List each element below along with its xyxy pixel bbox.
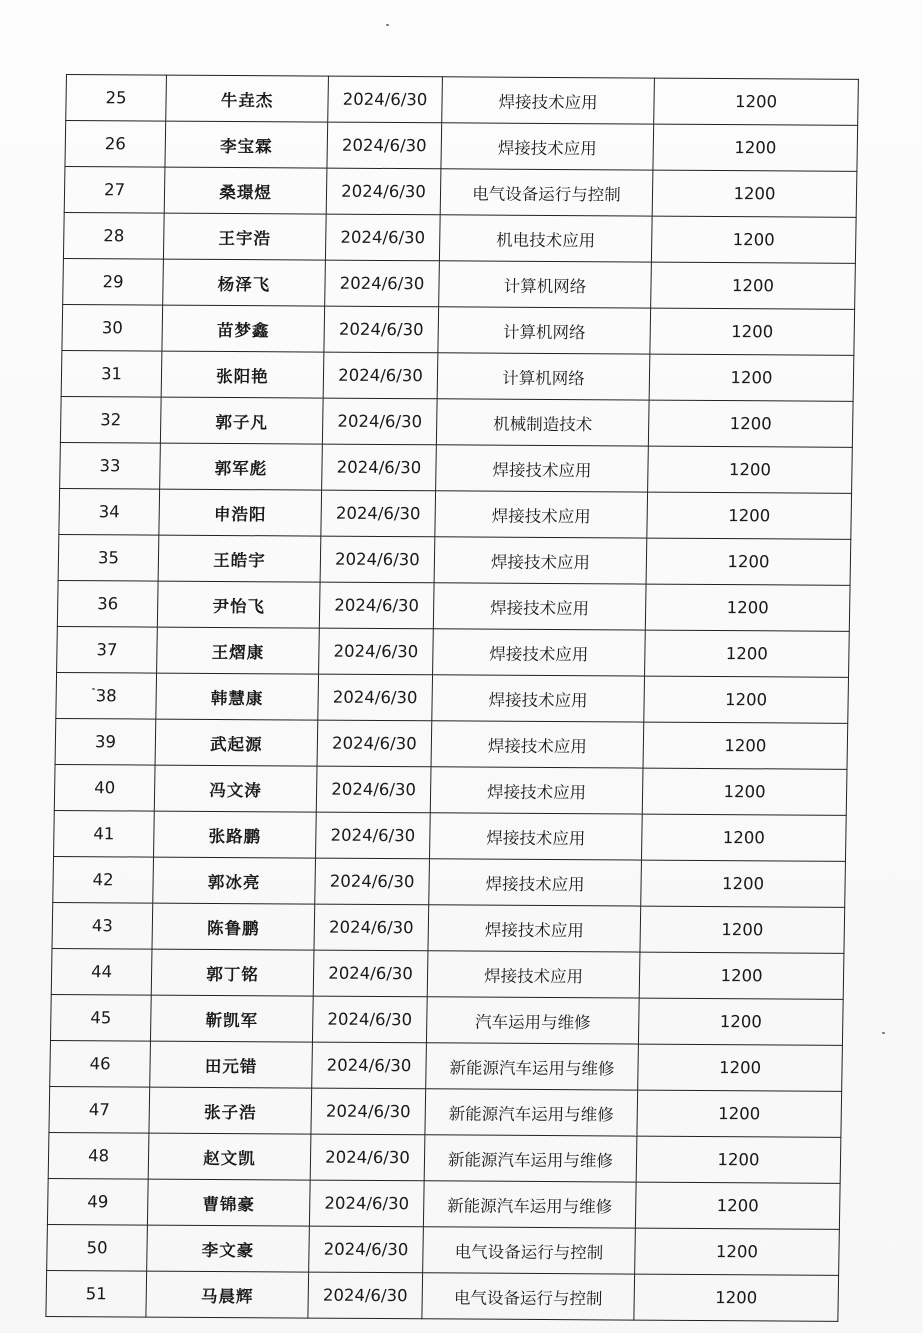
major: 新能源汽车运用与维修 [425,1089,638,1136]
date: 2024/6/30 [323,352,438,399]
row-number: 33 [60,442,161,489]
scan-speck [882,1032,885,1034]
date: 2024/6/30 [309,1226,424,1273]
table-row [46,1270,839,1321]
amount: 1200 [640,906,845,953]
table-row [65,121,858,172]
amount: 1200 [652,170,857,217]
amount: 1200 [646,538,851,585]
table-row [59,488,852,539]
row-number: 34 [59,488,160,535]
date: 2024/6/30 [316,812,431,859]
student-name: 郭冰亮 [153,857,316,904]
student-name: 王宇浩 [163,213,326,260]
date: 2024/6/30 [315,858,430,905]
table-body [46,75,859,1322]
amount: 1200 [643,722,848,769]
date: 2024/6/30 [318,674,433,721]
table-row [50,1040,843,1091]
date: 2024/6/30 [309,1180,424,1227]
major: 焊接技术应用 [429,813,642,860]
amount: 1200 [647,492,852,539]
student-name: 王皓宇 [158,535,321,582]
amount: 1200 [634,1274,839,1321]
amount: 1200 [651,262,856,309]
student-name: 张路鹏 [154,811,317,858]
student-name: 郭丁铭 [151,949,314,996]
major: 新能源汽车运用与维修 [424,1135,637,1182]
amount: 1200 [648,400,853,447]
row-number: 37 [57,626,158,673]
table-row [66,75,859,126]
table-row [50,994,843,1045]
table-row [56,672,849,723]
student-name: 靳凯军 [150,995,313,1042]
table-row [47,1178,840,1229]
amount: 1200 [645,584,850,631]
date: 2024/6/30 [322,398,437,445]
date: 2024/6/30 [319,582,434,629]
row-number: 42 [53,856,154,903]
row-number: 39 [55,718,156,765]
row-number: 43 [52,902,153,949]
major: 电气设备运行与控制 [440,169,653,216]
table-row [63,213,856,264]
major: 焊接技术应用 [430,767,643,814]
amount: 1200 [638,998,843,1045]
major: 新能源汽车运用与维修 [423,1181,636,1228]
amount: 1200 [654,78,859,125]
student-name: 桑璟煜 [164,167,327,214]
amount: 1200 [636,1136,841,1183]
amount: 1200 [649,354,854,401]
amount: 1200 [644,676,849,723]
major: 焊接技术应用 [433,629,646,676]
major: 电气设备运行与控制 [422,1273,635,1320]
student-name: 陈鲁鹏 [152,903,315,950]
major: 焊接技术应用 [431,721,644,768]
amount: 1200 [648,446,853,493]
major: 电气设备运行与控制 [423,1227,636,1274]
row-number: 35 [58,534,159,581]
allowance-table-wrapper [45,74,858,1322]
row-number: 45 [50,994,151,1041]
major: 焊接技术应用 [428,905,641,952]
student-name: 马晨辉 [146,1271,309,1318]
date: 2024/6/30 [317,720,432,767]
student-name: 尹怡飞 [157,581,320,628]
student-name: 韩慧康 [156,673,319,720]
major: 焊接技术应用 [429,859,642,906]
major: 机械制造技术 [436,399,649,446]
student-name: 曹锦豪 [147,1179,310,1226]
table-row [60,396,853,447]
major: 计算机网络 [439,261,652,308]
row-number: 28 [63,213,164,260]
student-name: 王熠康 [157,627,320,674]
row-number: 46 [50,1040,151,1087]
major: 焊接技术应用 [427,951,640,998]
major: 焊接技术应用 [436,445,649,492]
amount: 1200 [635,1228,840,1275]
date: 2024/6/30 [311,1088,426,1135]
scan-speck [386,24,389,26]
date: 2024/6/30 [319,628,434,675]
table-row [57,580,850,631]
amount: 1200 [642,768,847,815]
row-number: 26 [65,121,166,168]
major: 焊接技术应用 [434,537,647,584]
student-name: 郭军彪 [160,443,323,490]
row-number: 36 [57,580,158,627]
row-number: 30 [62,304,163,351]
student-name: 张阳艳 [161,351,324,398]
major: 焊接技术应用 [432,675,645,722]
date: 2024/6/30 [312,996,427,1043]
row-number: 44 [51,948,152,995]
amount: 1200 [653,124,858,171]
amount: 1200 [641,860,846,907]
major: 焊接技术应用 [441,123,654,170]
major: 计算机网络 [437,353,650,400]
table-row [51,948,844,999]
table-row [54,810,847,861]
date: 2024/6/30 [328,76,443,123]
date: 2024/6/30 [326,168,441,215]
row-number: 31 [61,350,162,397]
row-number: 48 [48,1132,149,1179]
date: 2024/6/30 [313,950,428,997]
table-row [62,304,855,355]
row-number: 29 [63,258,164,305]
row-number: 27 [64,167,165,214]
date: 2024/6/30 [324,306,439,353]
date: 2024/6/30 [320,536,435,583]
student-name: 牛垚杰 [166,75,329,122]
table-row [49,1086,842,1137]
date: 2024/6/30 [327,122,442,169]
table-row [52,902,845,953]
major: 机电技术应用 [439,215,652,262]
date: 2024/6/30 [316,766,431,813]
row-number: 38 [56,672,157,719]
table-row [60,442,853,493]
table-row [64,167,857,218]
date: 2024/6/30 [322,444,437,491]
amount: 1200 [645,630,850,677]
date: 2024/6/30 [325,214,440,261]
table-row [63,258,856,309]
row-number: 25 [66,75,167,122]
major: 焊接技术应用 [435,491,648,538]
student-name: 张子浩 [149,1087,312,1134]
table-row [54,764,847,815]
row-number: 40 [54,764,155,811]
major: 汽车运用与维修 [426,997,639,1044]
row-number: 41 [54,810,155,857]
date: 2024/6/30 [325,260,440,307]
amount: 1200 [637,1090,842,1137]
table-row [55,718,848,769]
row-number: 50 [47,1224,148,1271]
major: 新能源汽车运用与维修 [426,1043,639,1090]
amount: 1200 [639,952,844,999]
amount: 1200 [635,1182,840,1229]
amount: 1200 [641,814,846,861]
student-name: 申浩阳 [159,489,322,536]
student-name: 冯文涛 [154,765,317,812]
row-number: 49 [47,1178,148,1225]
allowance-table [45,74,859,1322]
table-row [57,626,850,677]
student-name: 杨泽飞 [163,259,326,306]
major: 焊接技术应用 [442,77,655,124]
table-row [48,1132,841,1183]
amount: 1200 [651,216,856,263]
table-row [53,856,846,907]
row-number: 32 [60,396,161,443]
student-name: 郭子凡 [160,397,323,444]
amount: 1200 [638,1044,843,1091]
major: 焊接技术应用 [433,583,646,630]
student-name: 李文豪 [147,1225,310,1272]
date: 2024/6/30 [312,1042,427,1089]
date: 2024/6/30 [321,490,436,537]
student-name: 李宝霖 [165,121,328,168]
student-name: 赵文凯 [148,1133,311,1180]
table-row [58,534,851,585]
row-number: 47 [49,1086,150,1133]
row-number: 51 [46,1270,147,1317]
table-row [47,1224,840,1275]
student-name: 武起源 [155,719,318,766]
table-row [61,350,854,401]
amount: 1200 [650,308,855,355]
student-name: 苗梦鑫 [162,305,325,352]
date: 2024/6/30 [308,1272,423,1319]
date: 2024/6/30 [314,904,429,951]
student-name: 田元错 [150,1041,313,1088]
major: 计算机网络 [438,307,651,354]
date: 2024/6/30 [310,1134,425,1181]
